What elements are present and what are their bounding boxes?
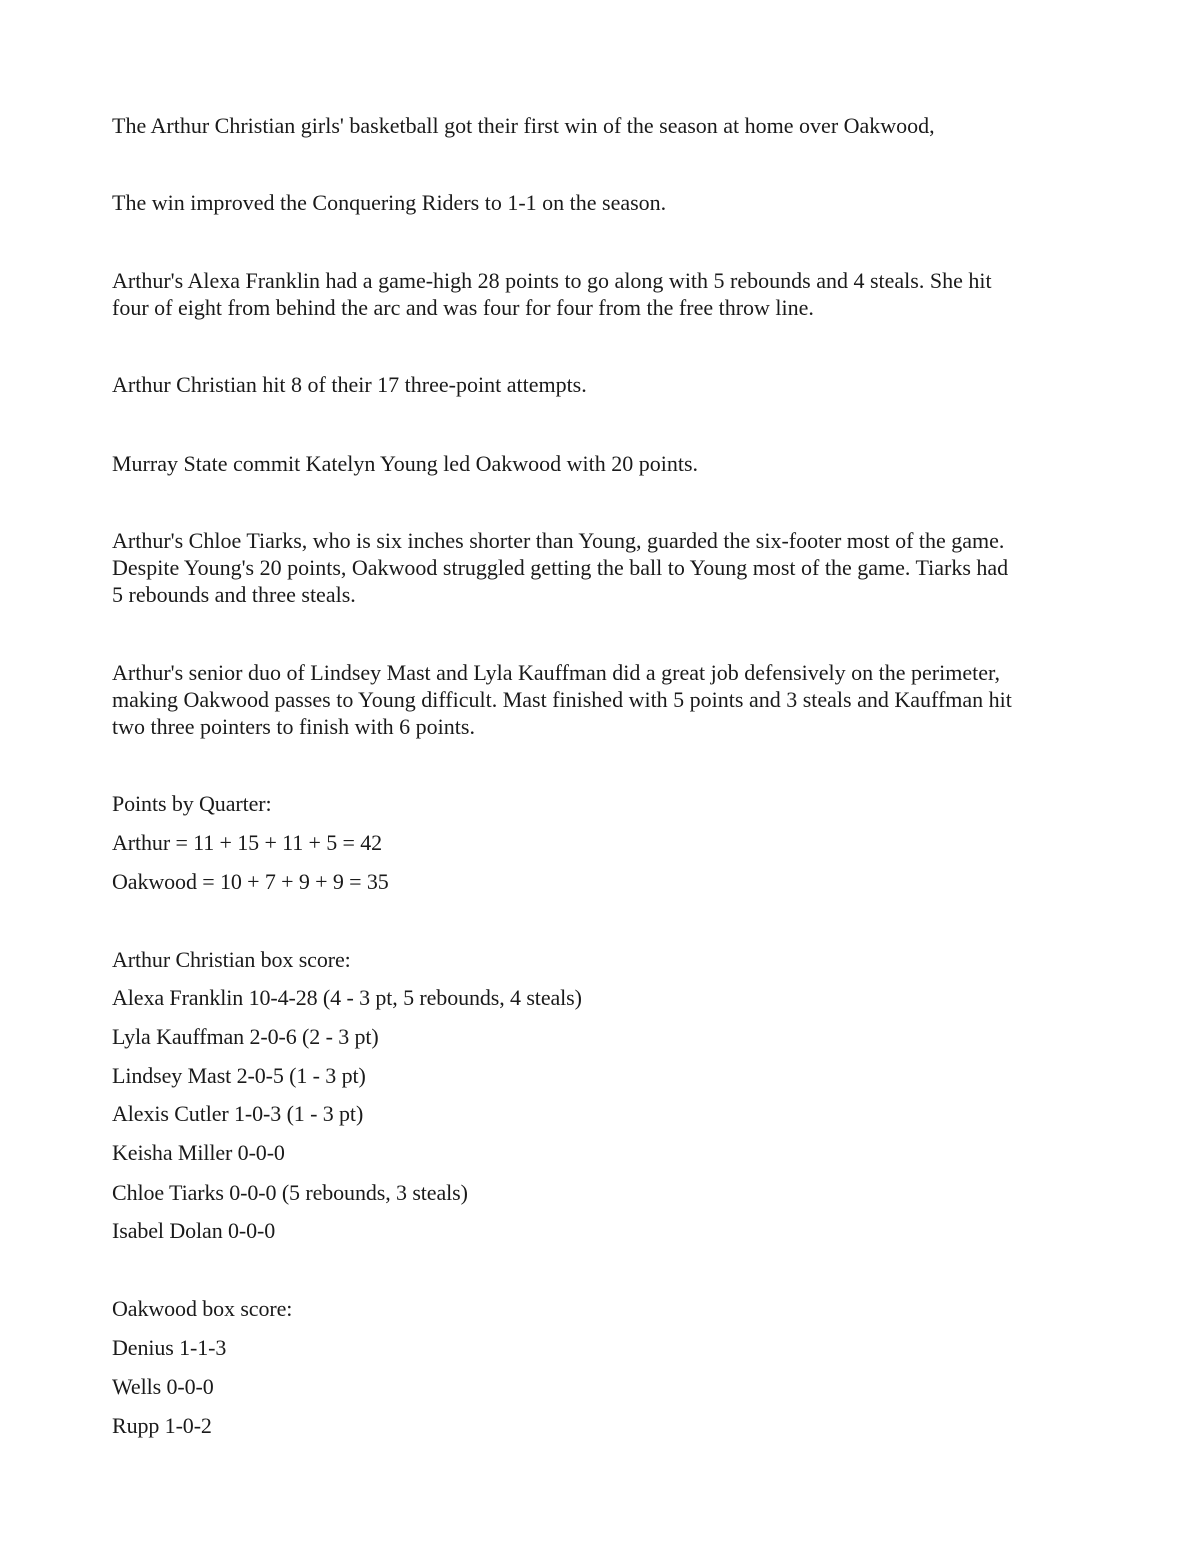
paragraph-line: Arthur's Chloe Tiarks, who is six inches shorter than Young, guarded the six-footer most of the game. <box>112 528 1005 553</box>
paragraph-line: 5 rebounds and three steals. <box>112 582 356 607</box>
paragraph-tiarks <box>112 527 1102 608</box>
paragraph-line: two three pointers to finish with 6 points. <box>112 714 475 739</box>
points-by-quarter-heading: Points by Quarter: <box>112 791 272 816</box>
paragraph-line: The win improved the Conquering Riders to 1-1 on the season. <box>112 190 667 215</box>
player-line: Wells 0-0-0 <box>112 1374 214 1399</box>
player-line: Rupp 1-0-2 <box>112 1413 212 1438</box>
arthur-box-score-heading: Arthur Christian box score: <box>112 947 351 972</box>
player-line: Alexis Cutler 1-0-3 (1 - 3 pt) <box>112 1101 364 1126</box>
paragraph-senior-duo <box>112 659 1102 740</box>
player-line: Alexa Franklin 10-4-28 (4 - 3 pt, 5 rebounds, 4 steals) <box>112 985 582 1010</box>
player-line: Keisha Miller 0-0-0 <box>112 1140 285 1165</box>
paragraph-line: The Arthur Christian girls' basketball got their first win of the season at home over Oakwood, <box>112 113 935 138</box>
paragraph-record <box>112 189 1102 216</box>
oakwood-quarter-scores: Oakwood = 10 + 7 + 9 + 9 = 35 <box>112 869 389 894</box>
paragraph-line: Murray State commit Katelyn Young led Oakwood with 20 points. <box>112 451 699 476</box>
paragraph-line: four of eight from behind the arc and was four for four from the free throw line. <box>112 295 814 320</box>
paragraph-line: Arthur's senior duo of Lindsey Mast and Lyla Kauffman did a great job defensively on the perimeter, <box>112 660 1000 685</box>
paragraph-line: Arthur Christian hit 8 of their 17 three-point attempts. <box>112 372 587 397</box>
paragraph-line: Arthur's Alexa Franklin had a game-high 28 points to go along with 5 rebounds and 4 steals. She hit <box>112 268 992 293</box>
player-line: Lindsey Mast 2-0-5 (1 - 3 pt) <box>112 1063 366 1088</box>
paragraph-young <box>112 450 1102 477</box>
player-line: Denius 1-1-3 <box>112 1335 227 1360</box>
paragraph-line: making Oakwood passes to Young difficult. Mast finished with 5 points and 3 steals and Kauffman hit <box>112 687 1012 712</box>
paragraph-line: Despite Young's 20 points, Oakwood struggled getting the ball to Young most of the game. Tiarks had <box>112 555 1009 580</box>
paragraph-franklin <box>112 267 1102 321</box>
player-line: Isabel Dolan 0-0-0 <box>112 1218 276 1243</box>
paragraph-intro <box>112 112 1102 139</box>
paragraph-three-pointers <box>112 371 1102 398</box>
player-line: Chloe Tiarks 0-0-0 (5 rebounds, 3 steals) <box>112 1180 468 1205</box>
oakwood-box-score-heading: Oakwood box score: <box>112 1296 293 1321</box>
player-line: Lyla Kauffman 2-0-6 (2 - 3 pt) <box>112 1024 379 1049</box>
arthur-quarter-scores: Arthur = 11 + 15 + 11 + 5 = 42 <box>112 830 383 855</box>
